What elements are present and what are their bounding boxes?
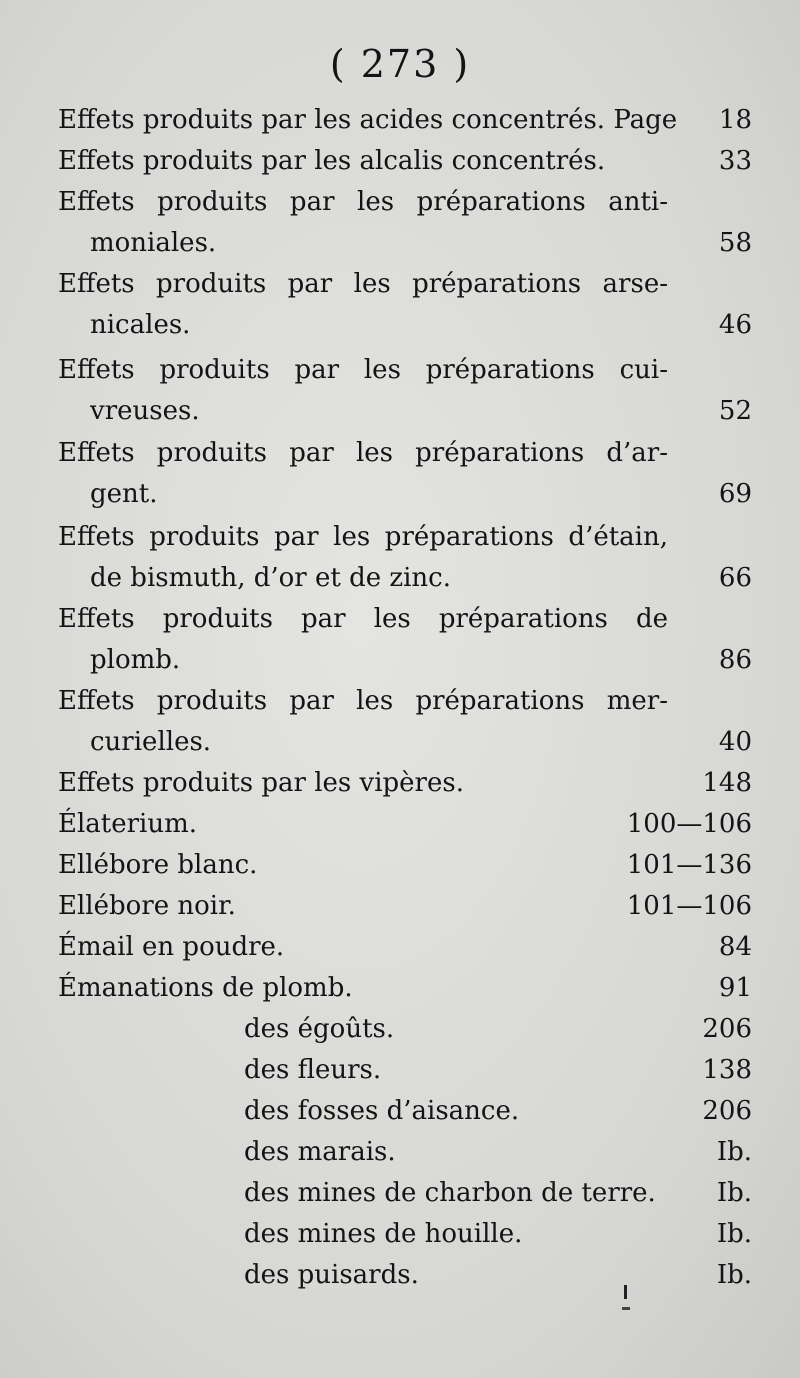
index-subentry [244, 1091, 752, 1131]
index-entry [58, 433, 668, 473]
entry-text: Effets produits par les préparations de [58, 604, 668, 634]
index-entry [58, 804, 752, 844]
index-entry [58, 264, 668, 304]
entry-text: Effets produits par les acides concentrés. Page [58, 105, 678, 135]
entry-page: 206 [702, 1014, 752, 1044]
index-entry-continuation [90, 558, 752, 598]
entry-text: des mines de houille. [244, 1219, 523, 1249]
entry-text: Effets produits par les préparations cui- [58, 355, 668, 385]
entry-page: 33 [718, 146, 752, 176]
entry-page: 138 [702, 1055, 752, 1085]
index-entry [58, 100, 752, 140]
entry-page: 84 [718, 932, 752, 962]
entry-text: Effets produits par les vipères. [58, 768, 464, 798]
index-entry [58, 350, 668, 390]
index-entry [58, 681, 668, 721]
entry-page: 69 [718, 479, 752, 509]
entry-page: 101—136 [626, 850, 752, 880]
entry-page: 40 [718, 727, 752, 757]
index-entry [58, 182, 668, 222]
entry-page: 101—106 [626, 891, 752, 921]
entry-page: Ib. [716, 1178, 752, 1208]
entry-text: Ellébore blanc. [58, 850, 258, 880]
entry-text: Émanations de plomb. [58, 973, 353, 1003]
page-number: ( 273 ) [329, 42, 471, 86]
index-entry-continuation [90, 391, 752, 431]
entry-text: des fosses d’aisance. [244, 1096, 520, 1126]
index-entry [58, 845, 752, 885]
index-entry-continuation [90, 305, 752, 345]
entry-text: des fleurs. [244, 1055, 382, 1085]
entry-text: Élaterium. [58, 809, 198, 839]
entry-text: des marais. [244, 1137, 396, 1167]
entry-text: des puisards. [244, 1260, 419, 1290]
index-subentry [244, 1009, 752, 1049]
entry-page: 52 [718, 396, 752, 426]
entry-page: 46 [718, 310, 752, 340]
entry-text: Effets produits par les préparations mer- [58, 686, 668, 716]
entry-page: Ib. [716, 1260, 752, 1290]
index-subentry [244, 1132, 752, 1172]
index-entry [58, 141, 752, 181]
entry-text: des mines de charbon de terre. [244, 1178, 656, 1208]
index-entry [58, 886, 752, 926]
index-entry-continuation [90, 474, 752, 514]
entry-text: des égoûts. [244, 1014, 395, 1044]
entry-text: moniales. [90, 228, 217, 258]
entry-page: 66 [718, 563, 752, 593]
entry-text: Effets produits par les préparations d’ar- [58, 438, 668, 468]
index-entry-continuation [90, 223, 752, 263]
index-entry [58, 968, 752, 1008]
entry-text: Effets produits par les préparations arse- [58, 269, 668, 299]
entry-page: 91 [718, 973, 752, 1003]
entry-page: Ib. [716, 1219, 752, 1249]
entry-page: 148 [702, 768, 752, 798]
index-entry [58, 927, 752, 967]
entry-text: Ellébore noir. [58, 891, 236, 921]
entry-text: Effets produits par les préparations d’étain, [58, 522, 668, 552]
index-subentry [244, 1255, 752, 1295]
entry-text: vreuses. [90, 396, 200, 426]
entry-text: Effets produits par les préparations anti- [58, 187, 668, 217]
index-entry-continuation [90, 722, 752, 762]
entry-page: 86 [718, 645, 752, 675]
index-subentry [244, 1173, 752, 1213]
entry-text: Effets produits par les alcalis concentrés. [58, 146, 606, 176]
entry-text: Émail en poudre. [58, 932, 285, 962]
entry-page: 18 [718, 105, 752, 135]
entry-text: curielles. [90, 727, 212, 757]
entry-text: nicales. [90, 310, 191, 340]
index-entry [58, 517, 668, 557]
index-entry [58, 599, 668, 639]
entry-page: 58 [718, 228, 752, 258]
entry-text: plomb. [90, 645, 181, 675]
entry-text: de bismuth, d’or et de zinc. [90, 563, 451, 593]
entry-page: Ib. [716, 1137, 752, 1167]
index-subentry [244, 1214, 752, 1254]
signature-mark [622, 1285, 628, 1315]
index-entry [58, 763, 752, 803]
entry-text: gent. [90, 479, 158, 509]
entry-page: 100—106 [626, 809, 752, 839]
index-subentry [244, 1050, 752, 1090]
index-entry-continuation [90, 640, 752, 680]
entry-page: 206 [702, 1096, 752, 1126]
